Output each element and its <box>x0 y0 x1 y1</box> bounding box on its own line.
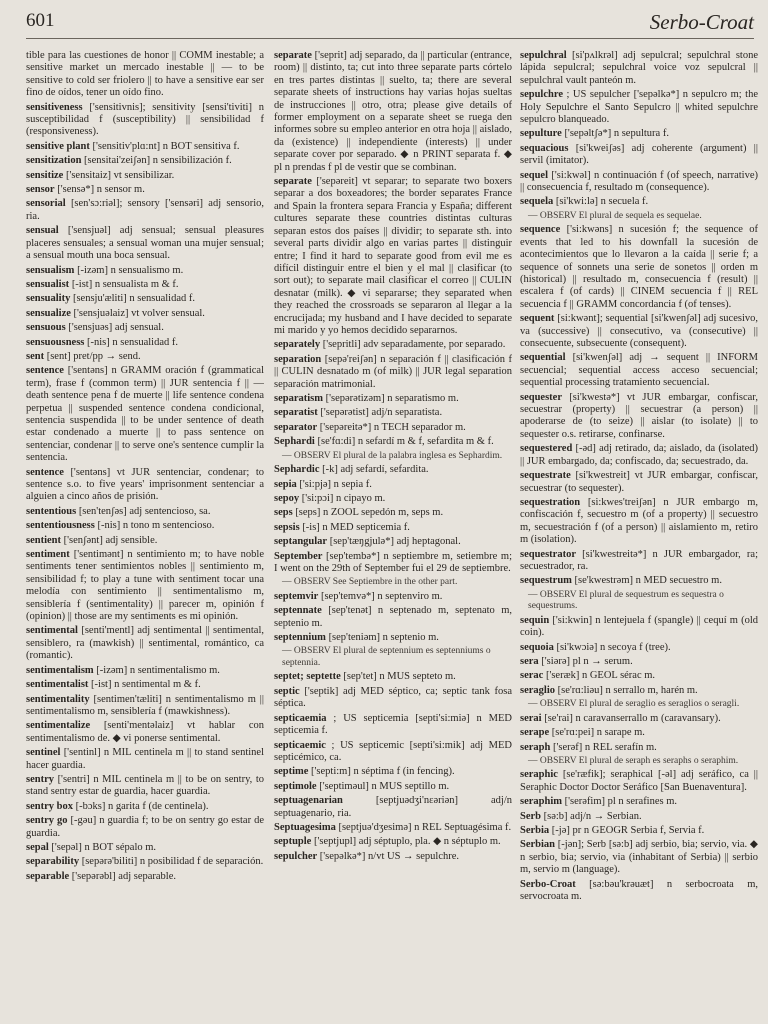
headword: separability <box>26 856 80 868</box>
headword: sensualism <box>26 264 75 276</box>
dictionary-entry <box>274 671 512 683</box>
headword: September <box>274 550 323 562</box>
usage-note: — OBSERV El plural de seraglio es seraglios o seragli. <box>528 699 740 710</box>
entry-text: ['sepəreitə*] n TECH separador m. <box>319 421 466 433</box>
dictionary-entry <box>520 811 758 823</box>
headword: sentimental <box>26 625 78 637</box>
entry-text: ['septiməul] n MUS septillo m. <box>319 780 450 792</box>
dictionary-entry <box>274 493 512 505</box>
headword: seraphim <box>520 796 562 808</box>
headword: separate <box>274 50 312 61</box>
headword: sensitization <box>26 155 82 167</box>
dictionary-entry <box>520 497 758 547</box>
entry-text: [sentimen'tæliti] n sentimentalismo m || sentimentalismo m, sensiblería f (mawkishness). <box>26 693 264 717</box>
headword: septic <box>274 685 300 697</box>
headword: Sephardi <box>274 436 315 448</box>
headword: sentinel <box>26 747 61 759</box>
headword: sensor <box>26 184 55 196</box>
headword: sentry box <box>26 800 73 812</box>
entry-text: [septjuədʒi'nɛəriən] adj/n septuagenario, ria. <box>274 795 512 819</box>
headword: separatism <box>274 392 323 404</box>
dictionary-entry <box>26 225 264 262</box>
headword: sentient <box>26 534 61 546</box>
entry-text: [-is] n MED septicemia f. <box>302 521 410 533</box>
entry-text: ['siərə] pl n → serum. <box>541 655 633 667</box>
entry-text: [-əd] adj retirado, da; aislado, da (isolated) || JUR embargado, da; confiscado, da; secuestrado, da. <box>520 443 758 467</box>
headword: sent <box>26 350 45 362</box>
usage-note: — OBSERV El plural de seraph es seraphs o seraphim. <box>528 755 739 766</box>
page-number: 601 <box>26 10 55 31</box>
dictionary-entry <box>274 713 512 738</box>
headword: septennium <box>274 632 326 644</box>
dictionary-entry <box>274 407 512 419</box>
entry-text: [sə:bəu'krəuæt] n serbocroata m, servocroata m. <box>520 878 758 903</box>
dictionary-entry <box>274 176 512 337</box>
entry-text: [sensju'æliti] n sensualidad f. <box>72 293 196 305</box>
entry-text: [sep'temvə*] n septenviro m. <box>320 590 443 602</box>
dictionary-entry <box>274 551 512 576</box>
headword: sepsis <box>274 521 300 533</box>
entry-text: [si:kwes'treiʃən] n JUR embargo m, confiscación f, secuestro m (of a property) || secuestro m, secuestración f (of a person) || aislamiento m, retiro m (isolation). <box>520 496 758 546</box>
headword: sequester <box>520 391 562 403</box>
headword: septicaemic <box>274 739 326 751</box>
entry-text: [se'kwestrəm] n MED secuestro m. <box>574 575 722 587</box>
entry-text: ['sensitivnis]; sensitivity [sensi'tiviti] n susceptibilidad f (susceptibility) || sensibilidad f (responsiveness). <box>26 101 264 138</box>
entry-text: ['seprit] adj separado, da || particular (entrance, room) || distinto, ta; cut into three separate parts córtelo en tres partes distintas || suelto, ta; there are several separate sheets of instructions hay varias hojas sueltas de instrucciones || otro, otra; please give details of former employment on a separate sheet se ruega den informes sobre su empleo anterior en otra hoja || aislado, da (existence) || independiente (interests) || under separate cover por separado. ◆ n PRINT separata f. ◆ pl n prendas f pl de vestir que se combinan. <box>274 50 512 173</box>
dictionary-entry <box>520 313 758 350</box>
entry-text: [si'pʌlkrəl] adj sepulcral; sepulchral stone lápida sepulcral; sepulchral voice voz sepulcral || sepulchral vault panteón m. <box>520 50 758 86</box>
headword: sententiousness <box>26 520 95 532</box>
entry-text: ['senʃənt] adj sensible. <box>63 534 158 546</box>
column-2 <box>274 50 512 1016</box>
headword: sequence <box>520 224 561 236</box>
dictionary-entry <box>274 591 512 603</box>
usage-note: — OBSERV El plural de sequela es sequelae. <box>528 210 702 221</box>
headword: septuple <box>274 836 312 848</box>
headword: sequestrum <box>520 575 572 587</box>
headword: seraphic <box>520 769 558 781</box>
headword: sentence <box>26 365 64 377</box>
dictionary-entry <box>26 815 264 840</box>
headword: Serbo-Croat <box>520 878 576 890</box>
entry-text: ['sensjuəl] adj sensual; sensual pleasures placeres sensuales; a sensual woman una mujer sensual; a sensual mouth una boca sensual. <box>26 225 264 262</box>
entry-text: ['si:kwin] n lentejuela f (spangle) || cequí m (old coin). <box>520 614 758 639</box>
entry-text: [sep'tenət] n septenado m, septenato m, septenio m. <box>274 605 512 629</box>
dictionary-entry <box>26 141 264 153</box>
headword: septet; septette <box>274 671 341 683</box>
headword: seraglio <box>520 684 555 696</box>
dictionary-entry <box>274 781 512 793</box>
dictionary-entry <box>26 842 264 854</box>
headword: sensualize <box>26 307 71 319</box>
entry-text: [si'kwenʃəl] adj → sequent || INFORM secuencial; sequential access acceso secuencial; sequential processing tratamiento secuencial. <box>520 352 758 389</box>
entry-text: ['sensjuəs] adj sensual. <box>68 322 164 334</box>
dictionary-entry <box>26 337 264 349</box>
entry-text: [senti'mentl] adj sentimental || sentimental, sensiblero, ra (mawkish) || sentimental, romántico, ca (romantic). <box>26 625 264 662</box>
headword: sensualist <box>26 278 70 290</box>
headword: sensitize <box>26 169 64 181</box>
entry-text: ['septik] adj MED séptico, ca; septic tank fosa séptica. <box>274 685 512 710</box>
headword: septicaemia <box>274 712 327 724</box>
headword: sepulchral <box>520 50 567 61</box>
headword: septimole <box>274 780 317 792</box>
dictionary-entry <box>520 443 758 468</box>
entry-text: ; US septicemia [septi'si:miə] n MED septicemia f. <box>274 712 512 737</box>
entry-text: [sep'tæŋgjulə*] adj heptagonal. <box>329 536 461 548</box>
entry-text: [sen'sɔ:riəl]; sensory ['sensəri] adj sensorio, ria. <box>26 198 264 222</box>
dictionary-entry <box>26 801 264 813</box>
dictionary-entry <box>520 89 758 126</box>
dictionary-entry <box>520 549 758 574</box>
dictionary-entry <box>520 352 758 389</box>
entry-text: ['sensjuəlaiz] vt volver sensual. <box>73 307 205 319</box>
headword: sequoia <box>520 641 554 653</box>
dictionary-entry <box>274 393 512 405</box>
dictionary-entry <box>26 535 264 547</box>
dictionary-entry <box>26 774 264 799</box>
headword: separatist <box>274 407 318 419</box>
headword: septime <box>274 766 309 778</box>
dictionary-entry <box>520 615 758 640</box>
headword: sequential <box>520 352 566 364</box>
dictionary-entry <box>26 322 264 334</box>
dictionary-entry <box>26 155 264 167</box>
headword: sentimentalism <box>26 664 94 676</box>
dictionary-entry <box>520 713 758 725</box>
entry-text: [sensitai'zeiʃən] n sensibilización f. <box>84 155 232 167</box>
headword: sera <box>520 655 539 667</box>
headword: sequin <box>520 614 550 626</box>
entry-text: ['sentəns] n GRAMM oración f (grammatical term), frase f (common term) || JUR sentencia f || — death sentence pena f de muerte || life sentence condena perpetua || suspended sentence condena condicional, sentencia suspendida || to be under sentence of death estar condenado a muerte || to pass sentence on sentenciar, condenar || to serve one's sentence cumplir la sentencia. <box>26 365 264 464</box>
entry-text: ['si:pɔi] n cipayo m. <box>301 492 386 504</box>
entry-text: [senti'mentəlaiz] vt hablar con sentimentalismo de. ◆ vi ponerse sentimental. <box>26 720 264 744</box>
dictionary-entry <box>26 871 264 883</box>
dictionary-entry <box>26 694 264 719</box>
dictionary-entry <box>520 470 758 495</box>
headword: septennate <box>274 605 322 617</box>
dictionary-entry <box>520 727 758 739</box>
entry-text: [si'kweiʃəs] adj coherente (argument) || servil (imitator). <box>520 142 758 167</box>
dictionary-entry <box>26 265 264 277</box>
dictionary-entry <box>520 742 758 754</box>
entry-text: [sə:b] adj/n → Serbian. <box>543 810 642 822</box>
dictionary-entry <box>26 293 264 305</box>
entry-text: ['serəfim] pl n serafines m. <box>564 796 678 808</box>
entry-text: ['septjupl] adj séptuplo, pla. ◆ n séptuplo m. <box>313 836 501 848</box>
headword: seps <box>274 507 293 519</box>
entry-text: [-bɔks] n garita f (de centinela). <box>75 800 209 812</box>
headword: sensual <box>26 225 59 237</box>
dictionary-entry <box>520 879 758 904</box>
headword: sensitive plant <box>26 140 90 152</box>
entry-text: ['sepəreit] vt separar; to separate two boxers separar a dos boxeadores; the border separates France and Spain la frontera separa Francia y España; different cultures separate these countries distintas culturas separan estos dos países || dividir; to separate sth. into several parts dividir algo en varias partes || distinguir entre; I find it hard to separate good from evil me es difícil distinguir entre el bien y el mal || clasificar (to sort out); to separate mail clasificar el correo || CULIN desnatar (milk). ◆ vi separarse; they separated when they reached the crossroads se separaron al llegar a la encrucijada; my husband and I have decided to separate mi marido y yo hemos decidido separarnos. <box>274 176 512 336</box>
dictionary-entry <box>274 464 512 476</box>
headword: sepal <box>26 841 49 853</box>
dictionary-entry <box>26 549 264 623</box>
entry-text: [-jə] pr n GEOGR Serbia f, Servia f. <box>551 825 705 837</box>
headword: sepulture <box>520 128 562 140</box>
dictionary-entry <box>274 836 512 848</box>
headword: sequestrate <box>520 470 571 482</box>
headword: serai <box>520 712 542 724</box>
dictionary-entry <box>274 436 512 448</box>
headword: sequel <box>520 169 549 181</box>
entry-text: ; US sepulcher ['sepəlkə*] n sepulcro m; the Holy Sepulchre el Santo Sepulcro || whited sepulchre sepulcro blanqueado. <box>520 89 758 126</box>
entry-text: [sent] pret/pp → send. <box>46 350 141 362</box>
headword: sententious <box>26 505 77 517</box>
dictionary-entry <box>26 102 264 139</box>
dictionary-entry <box>274 632 512 644</box>
entry-text: ['sepritli] adv separadamente, por separado. <box>322 339 506 351</box>
entry-text: ['sepərəbl] adj separable. <box>71 870 177 882</box>
headword: septemvir <box>274 590 319 602</box>
dictionary-entry <box>274 536 512 548</box>
headword: sentry <box>26 773 54 785</box>
dictionary-entry <box>26 279 264 291</box>
dictionary-entry <box>520 839 758 876</box>
dictionary-entry <box>26 351 264 363</box>
entry-text: ['sentri] n MIL centinela m || to be on sentry, to stand sentry estar de guardia, hacer guardia. <box>26 773 264 798</box>
entry-text: ['si:kwəl] n continuación f (of speech, narrative) || consecuencia f, resultado m (consequence). <box>520 169 758 194</box>
dictionary-entry <box>26 625 264 662</box>
dictionary-entry <box>274 740 512 765</box>
entry-text: [sep'tet] n MUS septeto m. <box>343 671 456 683</box>
dictionary-entry <box>274 50 512 174</box>
usage-note: — OBSERV El plural de la palabra inglesa es Sephardim. <box>282 450 503 461</box>
dictionary-entry <box>520 685 758 697</box>
entry-text: [-gəu] n guardia f; to be on sentry go estar de guardia. <box>26 815 264 839</box>
dictionary-entry <box>520 392 758 442</box>
entry-text: [sepə'reiʃən] n separación f || clasificación f || CULIN desnatado m (of milk) || JUR legal separation separación matrimonial. <box>274 353 512 390</box>
headword: sequestered <box>520 443 573 455</box>
entry-text: ['sepəl] n BOT sépalo m. <box>51 841 157 853</box>
usage-note: — OBSERV See Septiembre in the other part. <box>282 577 458 588</box>
dictionary-entry <box>26 198 264 223</box>
entry-text: ['serəf] n REL serafín m. <box>552 741 657 753</box>
entry-text: [-k] adj sefardí, sefardita. <box>322 464 429 476</box>
page-header <box>26 10 754 39</box>
entry-text: ['sensə*] n sensor m. <box>57 184 145 196</box>
headword: separation <box>274 353 322 365</box>
dictionary-entry <box>520 224 758 311</box>
entry-text: [si'kwestə*] vt JUR embargar, confiscar, secuestrar (property) || secuestrar (a person) || apoderarse de (to seize) || aislar (to isolate) || to sequester o.s. retirarse, confinarse. <box>520 391 758 440</box>
headword: sepulcher <box>274 850 318 862</box>
dictionary-entry <box>520 769 758 794</box>
headword: Serb <box>520 810 541 822</box>
headword: sepulchre <box>520 89 563 101</box>
headword: sentimentalize <box>26 720 91 732</box>
entry-text: [-nis] n tono m sentencioso. <box>97 520 215 532</box>
entry-text: [-nis] n sensualidad f. <box>87 336 178 348</box>
dictionary-entry <box>274 822 512 834</box>
headword: sensuality <box>26 293 71 305</box>
dictionary-entry <box>26 308 264 320</box>
headword: sequestration <box>520 496 581 508</box>
dictionary-entry <box>520 825 758 837</box>
dictionary-entry <box>274 422 512 434</box>
entry-text: [sepərə'biliti] n posibilidad f de separación. <box>81 856 264 868</box>
entry-text: [si'kwɔiə] n secoya f (tree). <box>556 641 671 653</box>
dictionary-entry <box>520 796 758 808</box>
dictionary-entry <box>26 665 264 677</box>
entry-text: ['sepərətist] adj/n separatista. <box>320 407 443 419</box>
column-1 <box>26 50 264 1016</box>
entry-text: ['si:pjə] n sepia f. <box>299 478 372 490</box>
entry-text: [si'kwestreit] vt JUR embargar, confiscar, secuestrar (to sequester). <box>520 470 758 494</box>
headword: Serbian <box>520 839 556 851</box>
headword: separately <box>274 339 321 351</box>
entry-text: [-ist] n sensualista m & f. <box>71 278 179 290</box>
dictionary-entry <box>520 196 758 208</box>
headword: seraph <box>520 741 551 753</box>
headword: sensuousness <box>26 336 85 348</box>
entry-text: [seps] n ZOOL sepedón m, seps m. <box>295 507 444 519</box>
headword: Septuagesima <box>274 821 336 833</box>
dictionary-entry <box>274 339 512 351</box>
headword: septuagenarian <box>274 795 343 807</box>
headword: Sephardic <box>274 464 320 476</box>
entry-text: [sep'tembə*] n septiembre m, setiembre m; I went on the 29th of September fui el 29 de septiembre. <box>274 550 512 574</box>
headword: sequent <box>520 313 555 325</box>
entry-text: [se'rɑ:pei] n sarape m. <box>551 727 645 739</box>
dictionary-entry <box>26 747 264 772</box>
dictionary-entry <box>26 467 264 504</box>
dictionary-entry <box>520 670 758 682</box>
dictionary-entry <box>274 795 512 820</box>
headword: sensitiveness <box>26 101 83 113</box>
dictionary-entry <box>520 50 758 87</box>
dictionary-entry <box>520 575 758 587</box>
dictionary-entry <box>26 856 264 868</box>
entry-text: tible para las cuestiones de honor || COMM inestable; a sensitive market un mercado inestable || — to be sensitive to cold ser friolero || to have a sensitive ear ser fino de oídos, tener un oído fino. <box>26 50 264 99</box>
headword: sepia <box>274 478 297 490</box>
dictionary-entry <box>274 507 512 519</box>
dictionary-entry <box>26 170 264 182</box>
dictionary-entry <box>274 605 512 630</box>
dictionary-entry <box>274 522 512 534</box>
entry-text: ['sensitaiz] vt sensibilizar. <box>65 169 175 181</box>
entry-columns <box>26 50 764 1016</box>
headword: sentry go <box>26 815 68 827</box>
headword: sentence <box>26 466 64 478</box>
entry-text: [se'rai] n caravanserrallo m (caravansary). <box>544 712 721 724</box>
dictionary-entry <box>520 642 758 654</box>
dictionary-entry <box>274 686 512 711</box>
entry-text: [si'kwestreitə*] n JUR embargador, ra; secuestrador, ra. <box>520 548 758 572</box>
headword: sensorial <box>26 198 66 210</box>
headword: Serbia <box>520 825 550 837</box>
headword: sentimentalist <box>26 679 89 691</box>
entry-text: ['sepəltʃə*] n sepultura f. <box>564 128 669 140</box>
dictionary-entry <box>26 520 264 532</box>
entry-text: [sen'tenʃəs] adj sentencioso, sa. <box>78 505 211 517</box>
usage-note: — OBSERV El plural de sequestrum es sequestra o sequestrums. <box>528 589 724 612</box>
headword: separable <box>26 870 70 882</box>
dictionary-entry <box>520 170 758 195</box>
entry-text: [-izəm] n sensualismo m. <box>77 264 184 276</box>
dictionary-entry <box>520 656 758 668</box>
running-title: Serbo-Croat <box>649 10 754 34</box>
headword: sentimentality <box>26 693 90 705</box>
headword: sentiment <box>26 549 70 561</box>
entry-text: [-ist] n sentimental m & f. <box>91 679 201 691</box>
entry-text: ['sentəns] vt JUR sentenciar, condenar; to sentence s.o. to five years' imprisonment sentenciar a alguien a cinco años de prisión. <box>26 466 264 503</box>
entry-text: ['sentinl] n MIL centinela m || to stand sentinel hacer guardia. <box>26 747 264 771</box>
dictionary-entry <box>26 184 264 196</box>
entry-text: [-jən]; Serb [sə:b] adj serbio, bia; servio, via. ◆ n serbio, bia; servio, via (inhabitant of Serbia) || serbio m, servio m (language). <box>520 839 758 876</box>
headword: sequela <box>520 196 554 208</box>
entry-text: [sep'teniəm] n septenio m. <box>328 632 439 644</box>
usage-note: — OBSERV El plural de septennium es septenniums o septennia. <box>282 646 491 668</box>
dictionary-entry <box>26 365 264 464</box>
entry-text: ['seræk] n GEOL sérac m. <box>545 670 656 682</box>
dictionary-entry <box>274 766 512 778</box>
headword: separator <box>274 421 318 433</box>
dictionary-entry <box>274 479 512 491</box>
headword: septangular <box>274 536 328 548</box>
entry-text: ['septi:m] n séptima f (in fencing). <box>311 766 455 778</box>
entry-text: [si'kwi:lə] n secuela f. <box>555 196 649 208</box>
dictionary-entry <box>26 720 264 745</box>
entry-text: [se'fɑ:di] n sefardí m & f, sefardita m & f. <box>317 436 494 448</box>
dictionary-entry <box>274 851 512 863</box>
entry-text: ['sepəlkə*] n/vt US → sepulchre. <box>319 850 460 862</box>
entry-text: [si:kwənt]; sequential [si'kwenʃəl] adj sucesivo, va (successive) || consecutivo, va (consecutive) || consecuente, subsecuente (consequent). <box>520 313 758 350</box>
headword: serape <box>520 727 550 739</box>
entry-text: ; US septicemic [septi'si:mik] adj MED septicémico, ca. <box>274 739 512 763</box>
headword: separate <box>274 176 312 188</box>
dictionary-entry <box>26 679 264 691</box>
entry-text: ['sentimənt] n sentimiento m; to have noble sentiments tener sentimientos nobles || sentimiento m, sensibilidad f; to play a tune with sentiment tocar una melodía con sentimiento || sentimentalismo m, sensiblería f (sentimentality) || parecer m, opinión f (opinion) || those are my sentiments es mi opinión. <box>26 549 264 623</box>
dictionary-entry <box>26 506 264 518</box>
dictionary-entry <box>520 128 758 140</box>
entry-text: [se'ræfik]; seraphical [-əl] adj seráfico, ca || Seraphic Doctor Doctor Seráfico [San Buenaventura]. <box>520 769 758 793</box>
entry-text: ['sensitiv'plɑ:nt] n BOT sensitiva f. <box>92 140 240 152</box>
entry-text: [-izəm] n sentimentalismo m. <box>96 664 220 676</box>
column-3 <box>520 50 758 1016</box>
dictionary-entry <box>520 143 758 168</box>
headword: serac <box>520 670 544 682</box>
headword: sequacious <box>520 142 569 154</box>
headword: sepoy <box>274 492 300 504</box>
dictionary-entry <box>274 354 512 391</box>
headword: sequestrator <box>520 548 576 560</box>
entry-text: ['si:kwəns] n sucesión f; the sequence of events that led to his downfall la sucesión de acontecimientos que lo llevaron a la caída || serie f; a sequence of sonnets una serie de sonetos || orden m (historical) || resultado m, consecuencia f (result) || escalera f (of cards) || CINEM secuencia f || REL secuencia f || GRAMM concordancia f (of tenses). <box>520 224 758 310</box>
headword: sensuous <box>26 322 66 334</box>
entry-text: ['sepərətizəm] n separatismo m. <box>325 392 459 404</box>
entry-text: [septjuə'dʒesimə] n REL Septuagésima f. <box>338 821 512 833</box>
dictionary-entry <box>26 50 264 100</box>
entry-text: [se'rɑ:liəu] n serrallo m, harén m. <box>557 684 698 696</box>
